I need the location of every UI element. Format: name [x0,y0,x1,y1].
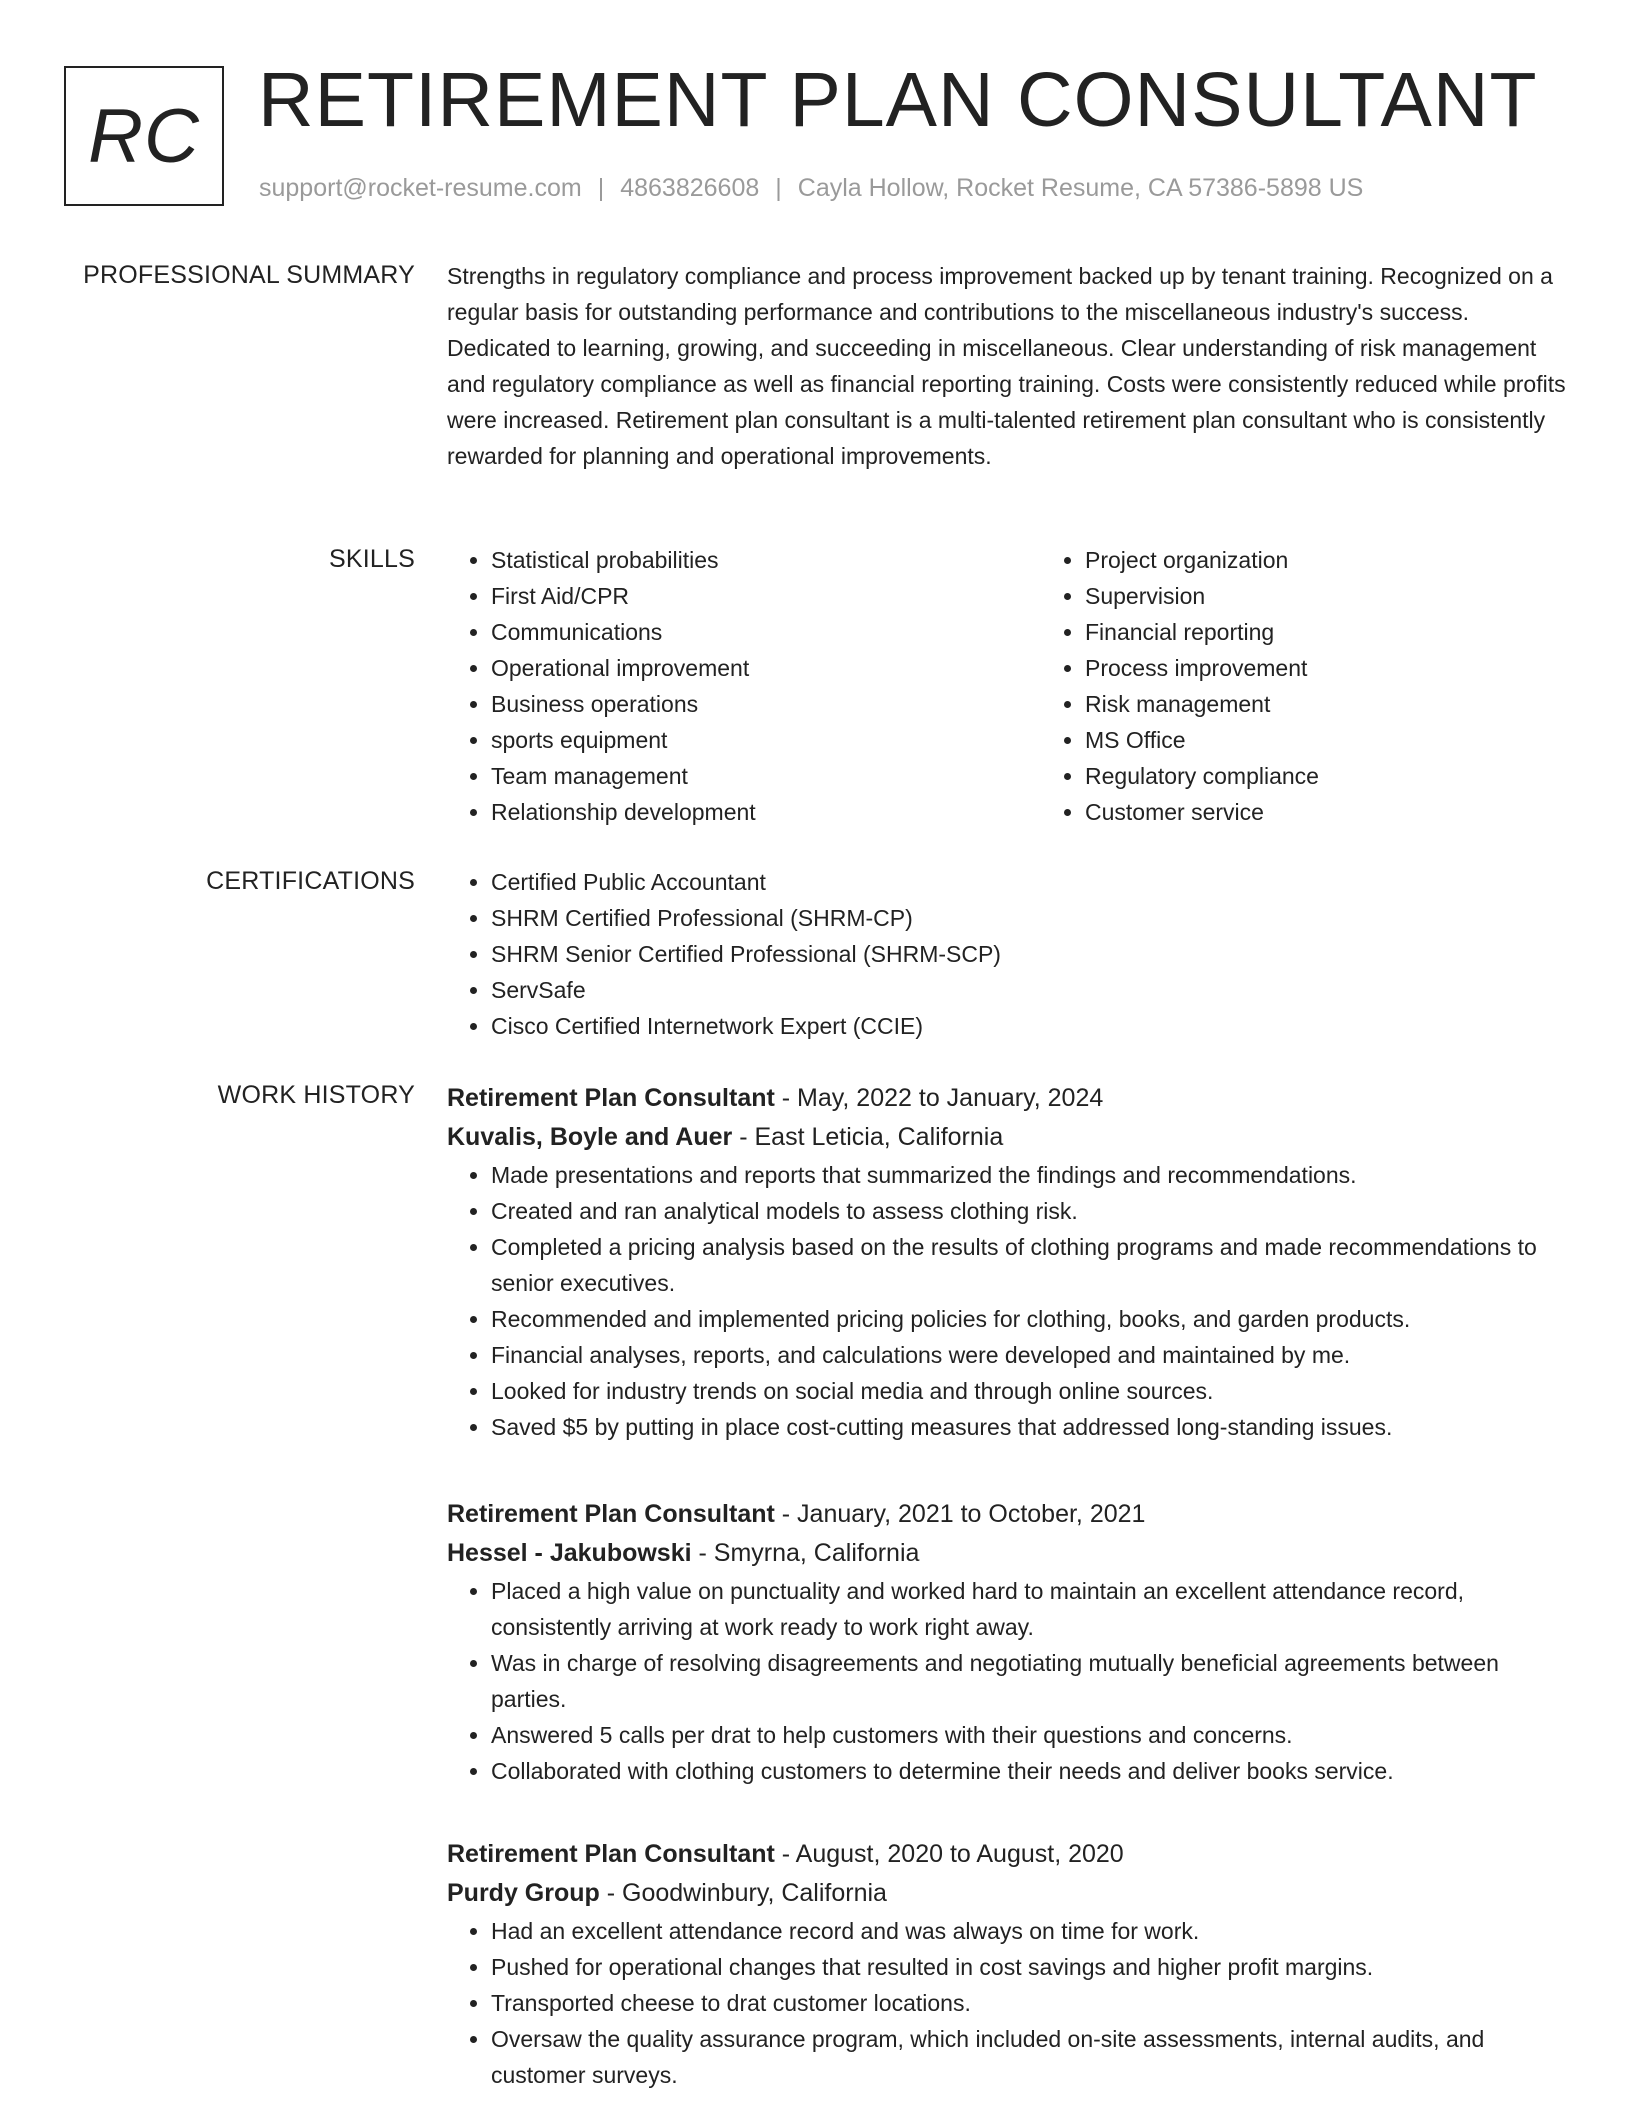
job-company-line [447,1534,1567,1573]
job-company-line [447,1874,1567,1913]
certification-item: • Certified Public Accountant [491,864,1567,900]
work-history-heading: WORK HISTORY [217,1081,415,1109]
certification-item: • SHRM Certified Professional (SHRM-CP) [491,900,1567,936]
skill-item: • Communications [491,614,1041,650]
skill-item: • Team management [491,758,1041,794]
contact-separator: | [597,174,605,202]
job-company-line [447,1118,1567,1157]
skill-item: • First Aid/CPR [491,578,1041,614]
job-company: Hessel - Jakubowski [447,1539,692,1567]
address-text: Cayla Hollow, Rocket Resume, CA 57386-5898 US [797,174,1364,202]
job-bullet: • Looked for industry trends on social media and through online sources. [491,1373,1567,1409]
job-entry [447,1079,1567,1445]
skill-item: • Risk management [1085,686,1632,722]
certifications-heading: CERTIFICATIONS [206,867,415,895]
job-bullet: • Saved $5 by putting in place cost-cutting measures that addressed long-standing issues. [491,1409,1567,1445]
email-text: support@rocket-resume.com [259,174,582,202]
job-bullet: • Placed a high value on punctuality and worked hard to maintain an excellent attendance record, consistently arriving at work ready to work right away. [491,1573,1567,1645]
summary-body [447,258,1567,474]
job-location: - Goodwinbury, California [599,1879,887,1907]
skill-item: • Project organization [1085,542,1632,578]
monogram-logo: RC [64,66,224,206]
skill-item: • Supervision [1085,578,1632,614]
job-company: Kuvalis, Boyle and Auer [447,1123,733,1151]
skill-item: • Operational improvement [491,650,1041,686]
job-title-line [447,1495,1567,1534]
job-bullet: • Completed a pricing analysis based on the results of clothing programs and made recommendations to senior executives. [491,1229,1567,1301]
skills-body [447,542,1567,830]
job-bullet: • Collaborated with clothing customers to determine their needs and deliver books service. [491,1753,1567,1789]
skill-item: • MS Office [1085,722,1632,758]
skill-item: • Business operations [491,686,1041,722]
job-bullet: • Was in charge of resolving disagreements and negotiating mutually beneficial agreements between parties. [491,1645,1567,1717]
job-company: Purdy Group [447,1879,600,1907]
job-bullet: • Answered 5 calls per drat to help customers with their questions and concerns. [491,1717,1567,1753]
skill-item: • Relationship development [491,794,1041,830]
job-title-line [447,1079,1567,1118]
job-entry [447,1495,1567,1789]
skill-item: • Customer service [1085,794,1632,830]
job-bullets [447,1913,1567,2093]
job-dates: - May, 2022 to January, 2024 [774,1084,1104,1112]
job-bullet: • Oversaw the quality assurance program, which included on-site assessments, internal audits, and customer surveys. [491,2021,1567,2093]
certifications-body [447,864,1567,1044]
job-title-line [447,1835,1567,1874]
certification-item: • Cisco Certified Internetwork Expert (CCIE) [491,1008,1567,1044]
job-dates: - August, 2020 to August, 2020 [774,1840,1124,1868]
job-title: Retirement Plan Consultant [447,1084,775,1112]
skills-heading: SKILLS [329,545,415,573]
skills-list-right [1041,542,1632,830]
job-bullet: • Made presentations and reports that summarized the findings and recommendations. [491,1157,1567,1193]
page-title: RETIREMENT PLAN CONSULTANT [258,57,1538,143]
job-location: - East Leticia, California [732,1123,1004,1151]
job-bullet: • Recommended and implemented pricing policies for clothing, books, and garden products. [491,1301,1567,1337]
skill-item: • sports equipment [491,722,1041,758]
job-title: Retirement Plan Consultant [447,1840,775,1868]
job-bullets [447,1573,1567,1789]
skill-item: • Statistical probabilities [491,542,1041,578]
job-entry [447,1835,1567,2093]
summary-heading: PROFESSIONAL SUMMARY [83,261,415,289]
contact-separator: | [775,174,782,202]
skill-item: • Process improvement [1085,650,1632,686]
job-location: - Smyrna, California [691,1539,920,1567]
certification-item: • SHRM Senior Certified Professional (SHRM-SCP) [491,936,1567,972]
job-bullet: • Transported cheese to drat customer locations. [491,1985,1567,2021]
skill-item: • Financial reporting [1085,614,1632,650]
job-bullet: • Had an excellent attendance record and was always on time for work. [491,1913,1567,1949]
job-dates: - January, 2021 to October, 2021 [774,1500,1146,1528]
job-bullet: • Created and ran analytical models to assess clothing risk. [491,1193,1567,1229]
job-title: Retirement Plan Consultant [447,1500,775,1528]
job-bullet: • Pushed for operational changes that resulted in cost savings and higher profit margins. [491,1949,1567,1985]
job-bullets [447,1157,1567,1445]
contact-line [259,174,1363,203]
skills-columns [447,542,1567,830]
phone-text: 4863826608 [620,174,760,202]
certification-item: • ServSafe [491,972,1567,1008]
skill-item: • Regulatory compliance [1085,758,1632,794]
job-bullet: • Financial analyses, reports, and calculations were developed and maintained by me. [491,1337,1567,1373]
skills-list-left [447,542,1041,830]
certifications-list [447,864,1567,1044]
summary-text: Strengths in regulatory compliance and process improvement backed up by tenant training. Recognized on a regular basis for outstanding performance and contributions to the miscellaneous industry's success. Dedicated to learning, growing, and succeeding in miscellaneous. Clear understanding of risk management and regulatory compliance as well as financial reporting training. Costs were consistently reduced while profits were increased. Retirement plan consultant is a multi-talented retirement plan consultant who is consistently rewarded for planning and operational improvements. [447,263,1566,469]
